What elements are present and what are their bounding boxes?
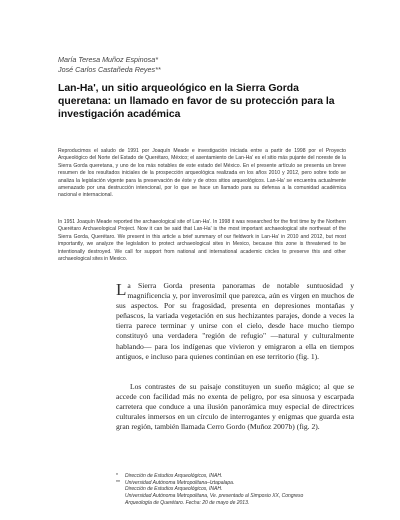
footnote [116,473,348,480]
footnote-mark: * [116,473,118,479]
footnote-mark [116,486,125,493]
body-paragraph-1-text: a Sierra Gorda presenta panoramas de notable suntuosidad y magnificencia y, por inverosímil que parezca, aún es virgen en muchos de sus aspectos. Por su fragosidad, presenta en depresiones montañas y peñascos, la variada vegetación en sus hechizantes parajes, donde a veces la tierra parece terminar y unirse con el cielo, desde hace mucho tiempo constituyó una verdadera "región de refugio" —natural y culturalmente hablando— para los indígenas que vivieron y emigraron a ella en tiempos antiguos, e incluso para quienes continúan en ese territorio (fig. 1). [116,281,354,361]
footnote-mark [116,493,125,500]
article-title: Lan-Ha', un sitio arqueológico en la Sierra Gorda queretana: un llamado en favor de su protección para la investigación académica [58,83,335,120]
footnote [116,493,348,500]
body-paragraph-1 [116,281,354,382]
footnote [116,480,348,487]
author-name: José Carlos Castañeda Reyes** [58,65,161,74]
footnote [116,500,348,507]
drop-cap: L [116,281,127,299]
author-name: María Teresa Muñoz Espinosa* [58,55,159,64]
footnote-mark: ** [116,479,120,486]
body-paragraph-2: Los contrastes de su paisaje constituyen un sueño mágico; al que se accede con facilidad más no exenta de peligro, por esa sinuosa y escarpada carretera que conduce a una ilusión panorámica muy especial de directrices culturales inmersos en un círculo de interrogantes y enigmas que guarda esta gran región, también llamada Cerro Gordo (Muñoz 2007b) (fig. 2). [116,382,354,432]
footnote-text: Arqueología de Querétaro. Fecha: 20 de mayo de 2013. [125,499,250,506]
footnote-mark [116,500,125,507]
footnotes [116,473,348,507]
footnote-text: Dirección de Estudios Arqueológicos, INAH. [125,486,223,493]
abstract-english: In 1951 Joaquín Meade reported the archaeological site of Lan-Ha'. In 1998 it was researched for the first time by the Northern Querétaro Archaeological Project. Now it can be said that Lan-Ha' is the most important archaeological site northeast of the Sierra Gorda, Querétaro. We present in this article a brief summary of our fieldwork in Lan-Ha' in 2010 and 2012, but most importantly, we analyze the legislation to protect archaeological sites in Mexico, because this zone is threatened to be intentionally destroyed. We call for support from national and international academic circles to preserve this and other archaeological sites in Mexico. [58,219,346,263]
author-list [58,55,358,75]
footnote [116,486,348,493]
footnote-text: Universidad Autónoma Metropolitana–Iztapalapa. [125,479,235,486]
abstract-spanish: Reproducimos el saludo de 1991 por Joaquín Meade e investigación iniciada entre a partir de 1998 por el Proyecto Arqueológico del Norte del Estado de Querétaro, México; el asentamiento de Lan-Ha' es el sitio más pujante del noreste de la Sierra Gorda queretana, y uno de los más notables de este estado del México. En el presente artículo se presenta un breve resumen de los resultados iniciales de la prospección arqueológica realizada en los años 2010 y 2012, pero sobre todo se analiza la legislación vigente para la preservación de éste y de otros sitios arqueológicos. Lan-Ha' se encuentra actualmente amenazado por una destrucción intencional, por lo que se hace un llamado para su defensa a la comunidad académica nacional e internacional. [58,148,346,199]
footnote-text: Universidad Autónoma Metropolitana, Ve. presentado al Simposio XX, Congreso [125,493,304,500]
footnote-text: Dirección de Estudios Arqueológicos, INAH. [125,473,223,479]
